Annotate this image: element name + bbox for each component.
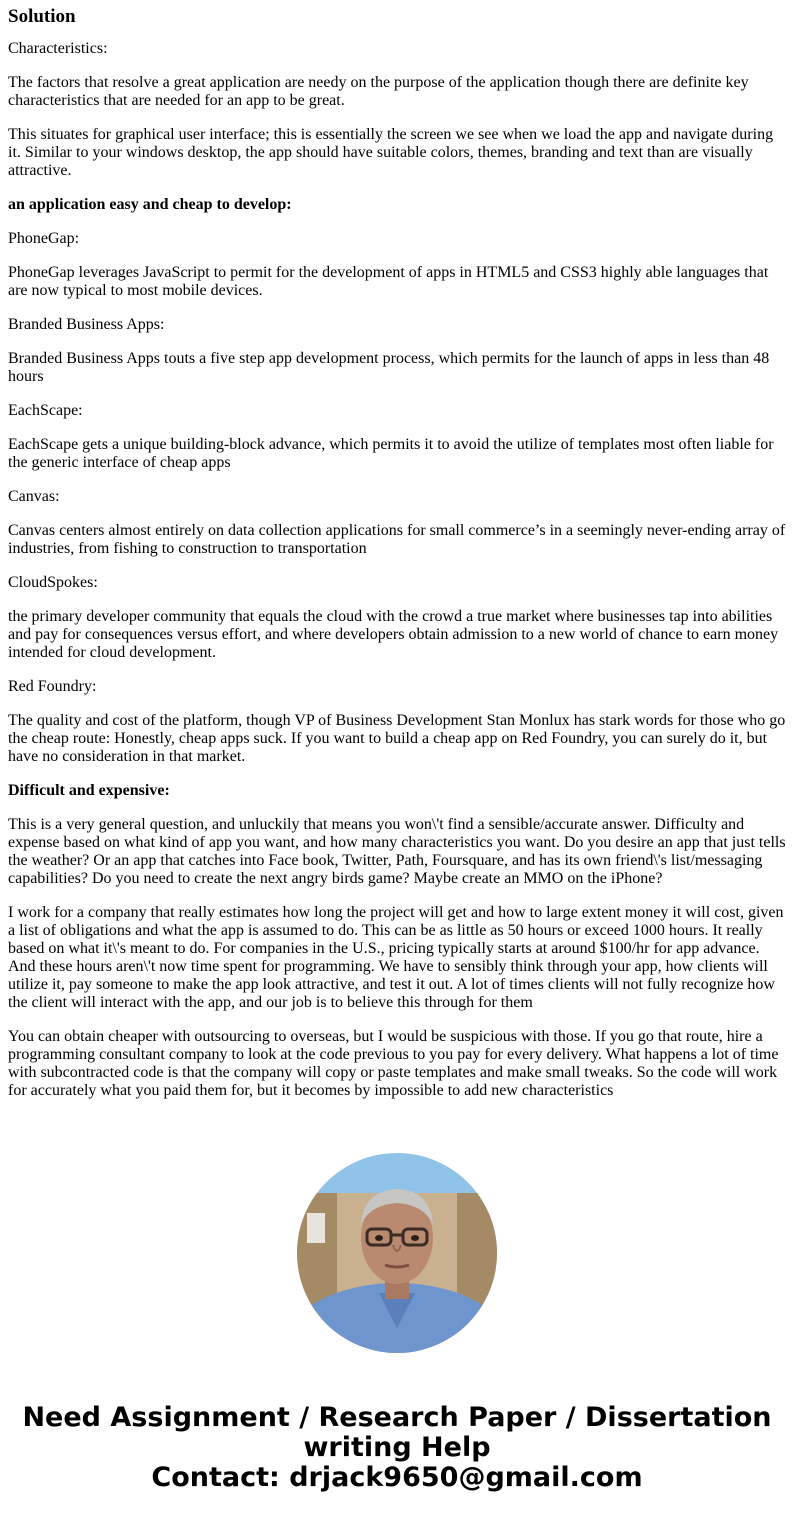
- paragraph: This situates for graphical user interface; this is essentially the screen we see when we load the app and navigate during it. Similar to your windows desktop, the app should have suitable colors, themes, branding and text than are visually attractive.: [8, 126, 774, 179]
- author-photo: [297, 1153, 497, 1353]
- page-title: Solution: [8, 6, 76, 27]
- paragraph: PhoneGap leverages JavaScript to permit for the development of apps in HTML5 and CSS3 highly able languages that are now typical to most mobile devices.: [8, 264, 769, 299]
- section-heading: Difficult and expensive:: [8, 782, 170, 799]
- paragraph: Canvas:: [8, 488, 60, 505]
- paragraph: Branded Business Apps:: [8, 316, 165, 333]
- paragraph: This is a very general question, and unluckily that means you won\'t find a sensible/accurate answer. Difficulty and expense based on what kind of app you want, and how many characteristics you want. Do you desire an app that just tells the weather? Or an app that catches into Face book, Twitter, Path, Foursquare, and has its own friend\'s list/messaging capabilities? Do you need to create the next angry birds game? Maybe create an MMO on the iPhone?: [8, 816, 786, 887]
- contact-footer: [0, 1403, 794, 1493]
- paragraph: Red Foundry:: [8, 678, 97, 695]
- footer-contact: Contact: drjack9650@gmail.com: [151, 1462, 643, 1493]
- footer-line-2: writing Help: [303, 1432, 491, 1463]
- footer-line-1: Need Assignment / Research Paper / Dissertation: [22, 1402, 772, 1433]
- article-body: [8, 40, 788, 1100]
- paragraph: the primary developer community that equals the cloud with the crowd a true market where businesses tap into abilities and pay for consequences versus effort, and where developers obtain admission to a new world of chance to earn money intended for cloud development.: [8, 608, 779, 661]
- paragraph: Branded Business Apps touts a five step app development process, which permits for the launch of apps in less than 48 hours: [8, 350, 770, 385]
- paragraph: EachScape:: [8, 402, 83, 419]
- paragraph: Characteristics:: [8, 40, 108, 57]
- paragraph: You can obtain cheaper with outsourcing to overseas, but I would be suspicious with those. If you go that route, hire a programming consultant company to look at the code previous to you pay for every delivery. What happens a lot of time with subcontracted code is that the company will copy or paste templates and make small tweaks. So the code will work for accurately what you paid them for, but it becomes by impossible to add new characteristics: [8, 1028, 779, 1099]
- paragraph: CloudSpokes:: [8, 574, 98, 591]
- author-avatar: [297, 1153, 497, 1353]
- paragraph: EachScape gets a unique building-block advance, which permits it to avoid the utilize of templates most often liable for the generic interface of cheap apps: [8, 436, 774, 471]
- paragraph: I work for a company that really estimates how long the project will get and how to large extent money it will cost, given a list of obligations and what the app is assumed to do. This can be as little as 50 hours or exceed 1000 hours. It really based on what it\'s meant to do. For companies in the U.S., pricing typically starts at around $100/hr for app advance. And these hours aren\'t now time spent for programming. We have to sensibly think through your app, how clients will utilize it, pay someone to make the app look attractive, and test it out. A lot of times clients will not fully recognize how the client will interact with the app, and our job is to believe this through for them: [8, 904, 784, 1011]
- paragraph: Canvas centers almost entirely on data collection applications for small commerce’s in a seemingly never-ending array of industries, from fishing to construction to transportation: [8, 522, 786, 557]
- paragraph: The quality and cost of the platform, though VP of Business Development Stan Monlux has stark words for those who go the cheap route: Honestly, cheap apps suck. If you want to build a cheap app on Red Foundry, you can surely do it, but have no consideration in that market.: [8, 712, 786, 765]
- paragraph: PhoneGap:: [8, 230, 80, 247]
- solution-article: [8, 6, 788, 1116]
- section-heading: an application easy and cheap to develop:: [8, 196, 292, 213]
- paragraph: The factors that resolve a great application are needy on the purpose of the application though there are definite key characteristics that are needed for an app to be great.: [8, 74, 749, 109]
